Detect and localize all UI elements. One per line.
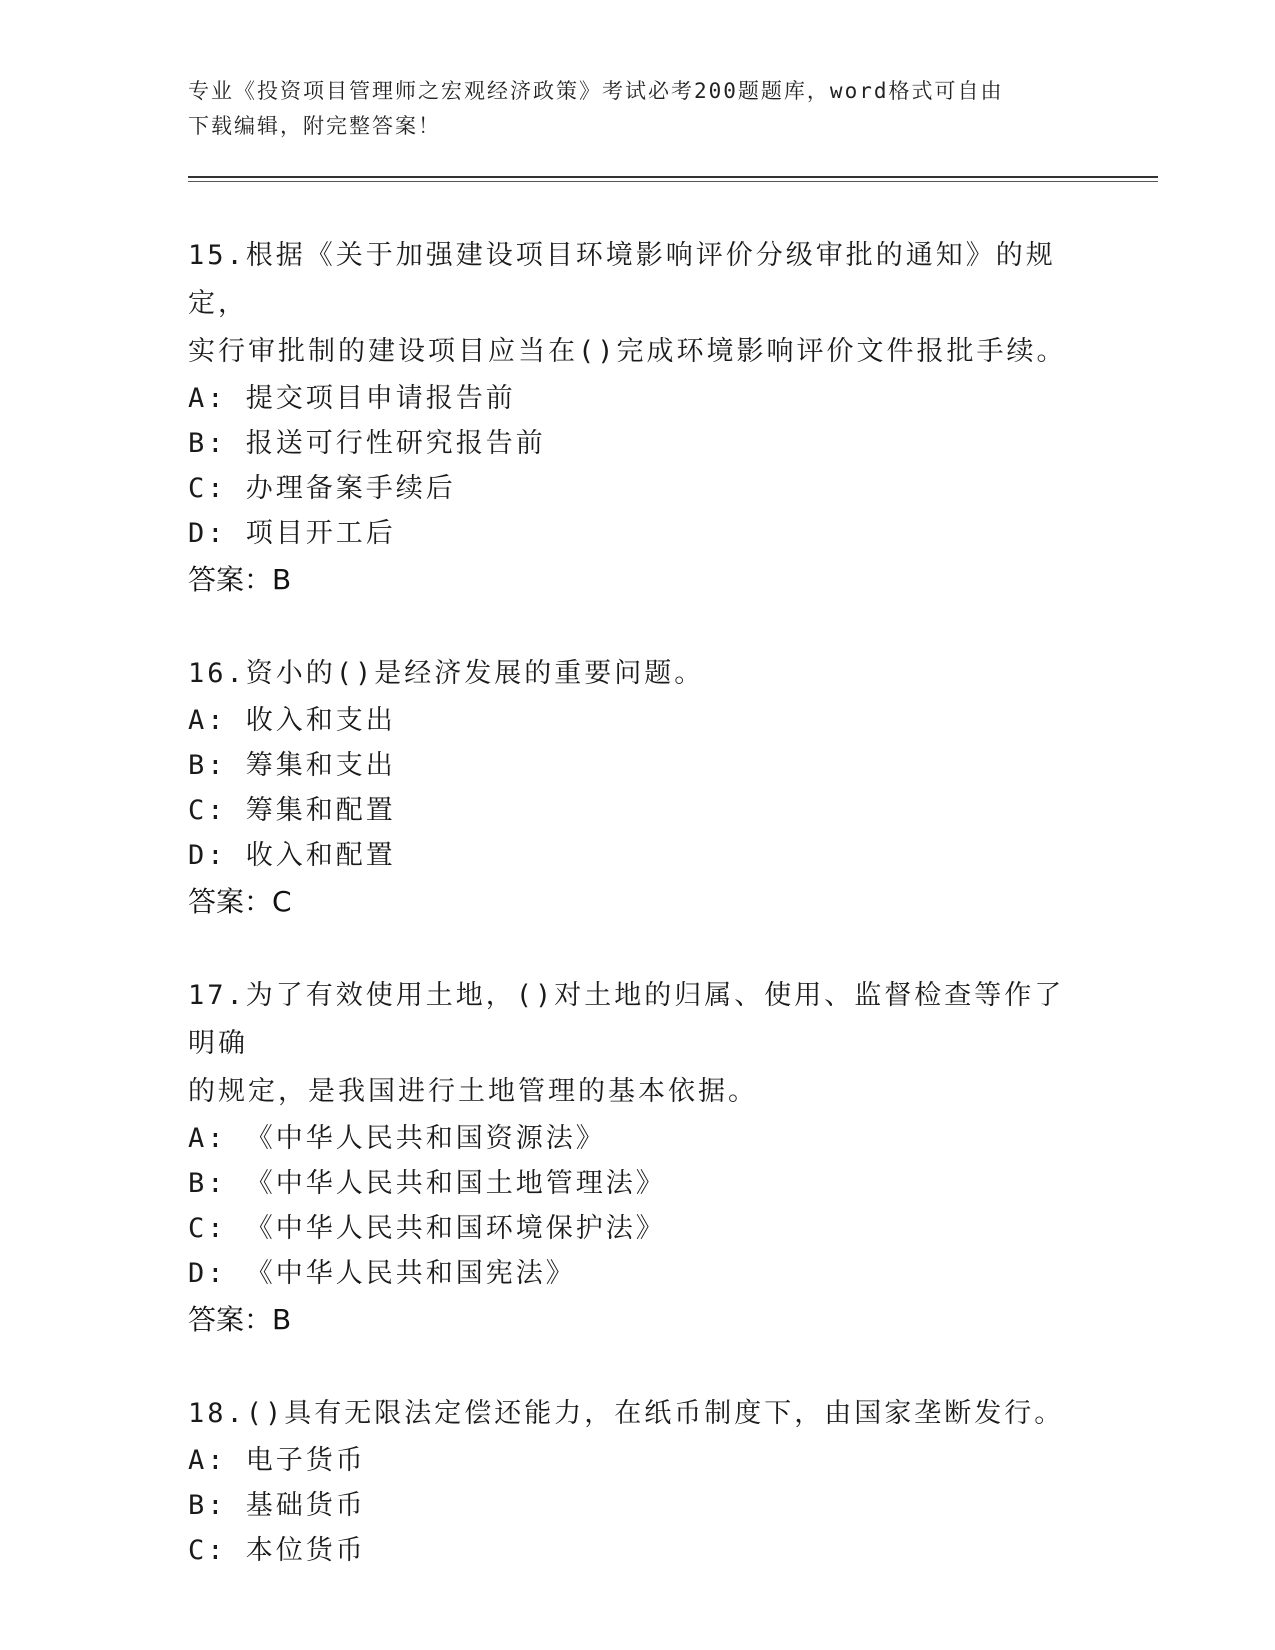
question-16 <box>188 650 1088 925</box>
question-stem: 18.()具有无限法定偿还能力，在纸币制度下，由国家垄断发行。 <box>188 1398 1065 1429</box>
option-c: C: 筹集和配置 <box>188 795 396 826</box>
question-stem-continued: 的规定，是我国进行土地管理的基本依据。 <box>188 1076 758 1107</box>
question-stem-continued: 实行审批制的建设项目应当在()完成环境影响评价文件报批手续。 <box>188 336 1067 367</box>
question-15 <box>188 232 1088 603</box>
question-list <box>188 232 1088 1620</box>
header-line-1: 专业《投资项目管理师之宏观经济政策》考试必考200题题库，word格式可自由 <box>188 79 1004 103</box>
option-b: B: 基础货币 <box>188 1490 366 1521</box>
option-a: A: 电子货币 <box>188 1445 366 1476</box>
option-d: D: 《中华人民共和国宪法》 <box>188 1258 576 1289</box>
question-17 <box>188 972 1088 1343</box>
answer-label: 答案：B <box>188 563 292 596</box>
option-c: C: 本位货币 <box>188 1535 366 1566</box>
question-stem: 16.资小的()是经济发展的重要问题。 <box>188 658 705 689</box>
document-header <box>188 74 1088 144</box>
question-18 <box>188 1390 1088 1573</box>
answer-label: 答案：C <box>188 885 292 918</box>
option-a: A: 《中华人民共和国资源法》 <box>188 1123 606 1154</box>
answer-label: 答案：B <box>188 1303 292 1336</box>
option-b: B: 筹集和支出 <box>188 750 396 781</box>
option-a: A: 提交项目申请报告前 <box>188 383 516 414</box>
header-line-2: 下载编辑，附完整答案！ <box>188 114 441 138</box>
option-d: D: 收入和配置 <box>188 840 396 871</box>
question-stem: 17.为了有效使用土地，()对土地的归属、使用、监督检查等作了明确 <box>188 980 1065 1059</box>
header-divider-thin <box>188 181 1158 182</box>
option-d: D: 项目开工后 <box>188 518 396 549</box>
option-b: B: 报送可行性研究报告前 <box>188 428 546 459</box>
option-b: B: 《中华人民共和国土地管理法》 <box>188 1168 666 1199</box>
option-c: C: 《中华人民共和国环境保护法》 <box>188 1213 666 1244</box>
option-a: A: 收入和支出 <box>188 705 396 736</box>
question-stem: 15.根据《关于加强建设项目环境影响评价分级审批的通知》的规定， <box>188 240 1056 319</box>
option-c: C: 办理备案手续后 <box>188 473 456 504</box>
header-divider-thick <box>188 176 1158 178</box>
